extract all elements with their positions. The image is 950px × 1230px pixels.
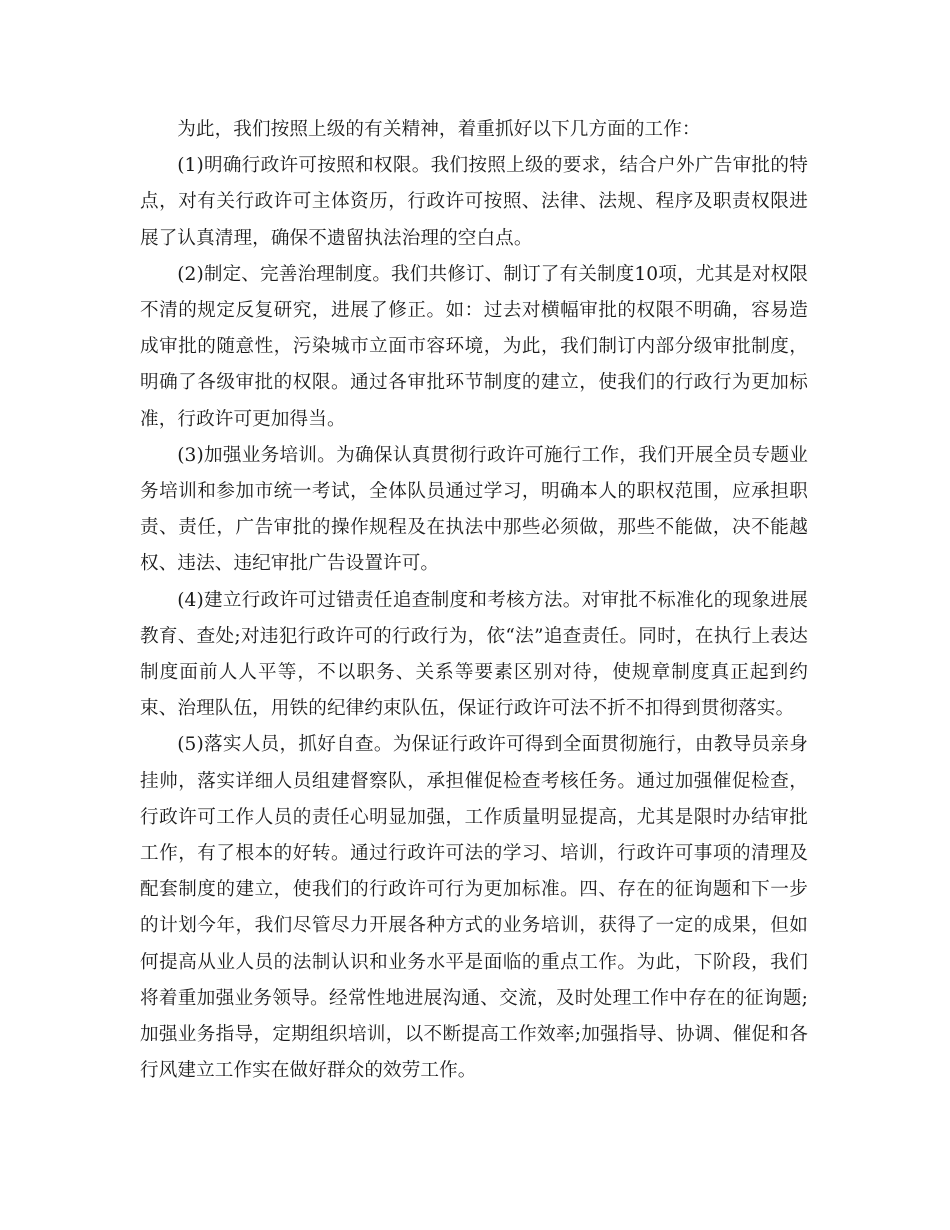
paragraph-item-1: (1)明确行政许可按照和权限。我们按照上级的要求，结合户外广告审批的特点，对有关行政许可主体资历，行政许可按照、法律、法规、程序及职责权限进展了认真清理，确保不遗留执法治理的空白点。 [140, 155, 808, 249]
paragraph-intro: 为此，我们按照上级的有关精神，着重抓好以下几方面的工作： [177, 119, 701, 140]
paragraph-item-4: (4)建立行政许可过错责任追查制度和考核方法。对审批不标准化的现象进展教育、查处;对违犯行政许可的行政行为，依“法”追查责任。同时，在执行上表达制度面前人人平等，不以职务、关系等要素区别对待，使规章制度真正起到约束、治理队伍，用铁的纪律约束队伍，保证行政许可法不折不扣得到贯彻落实。 [140, 589, 808, 720]
paragraph-item-5: (5)落实人员，抓好自查。为保证行政许可得到全面贯彻施行，由教导员亲身挂帅，落实详细人员组建督察队，承担催促检查考核任务。通过加强催促检查，行政许可工作人员的责任心明显加强，工作质量明显提高，尤其是限时办结审批工作，有了根本的好转。通过行政许可法的学习、培训，行政许可事项的清理及配套制度的建立，使我们的行政许可行为更加标准。四、存在的征询题和下一步的计划今年，我们尽管尽力开展各种方式的业务培训，获得了一定的成果，但如何提高从业人员的法制认识和业务水平是面临的重点工作。为此，下阶段，我们将着重加强业务领导。经常性地进展沟通、交流，及时处理工作中存在的征询题;加强业务指导，定期组织培训，以不断提高工作效率;加强指导、协调、催促和各行风建立工作实在做好群众的效劳工作。 [140, 734, 808, 1082]
paragraph-item-2: (2)制定、完善治理制度。我们共修订、制订了有关制度10项，尤其是对权限不清的规定反复研究，进展了修正。如：过去对横幅审批的权限不明确，容易造成审批的随意性，污染城市立面市容环境，为此，我们制订内部分级审批制度，明确了各级审批的权限。通过各审批环节制度的建立，使我们的行政行为更加标准，行政许可更加得当。 [140, 263, 808, 430]
document-body [140, 112, 808, 1089]
paragraph-item-3: (3)加强业务培训。为确保认真贯彻行政许可施行工作，我们开展全员专题业务培训和参加市统一考试，全体队员通过学习，明确本人的职权范围，应承担职责、责任，广告审批的操作规程及在执法中那些必须做，那些不能做，决不能越权、违法、违纪审批广告设置许可。 [140, 444, 808, 575]
